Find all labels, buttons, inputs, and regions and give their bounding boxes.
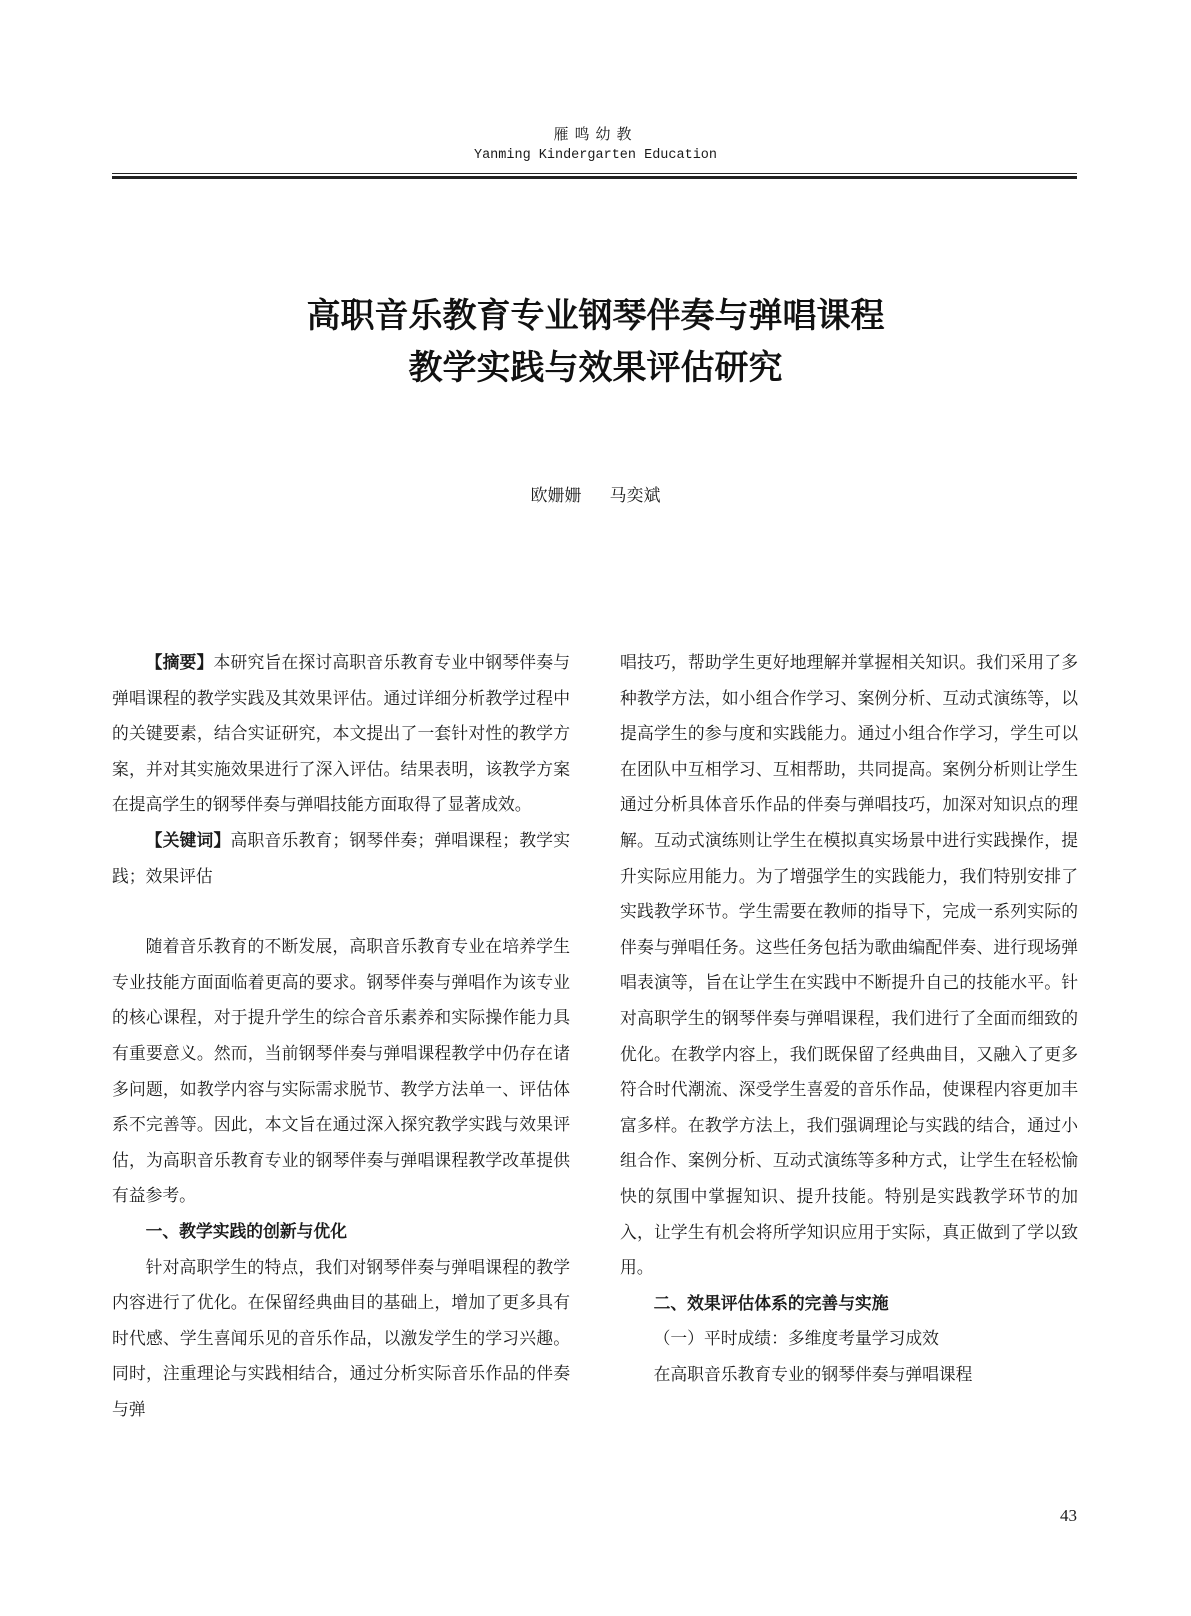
author-list [0, 484, 1191, 508]
keywords-label: 【关键词】 [145, 829, 231, 850]
author-name: 欧姗姗 [530, 486, 582, 506]
running-header [0, 124, 1191, 166]
spacer [112, 894, 570, 929]
header-rule-thin [112, 173, 1077, 174]
author-name: 马奕斌 [609, 486, 661, 506]
section-heading-2: 二、效果评估体系的完善与实施 [653, 1292, 889, 1313]
subsection-heading-1: （一）平时成绩：多维度考量学习成效 [653, 1328, 939, 1349]
right-column [620, 645, 1078, 1392]
keywords-paragraph [112, 823, 570, 894]
left-column [112, 645, 570, 1427]
header-rule-thick [112, 176, 1077, 179]
abstract-block [112, 645, 570, 894]
journal-name-en: Yanming Kindergarten Education [473, 148, 718, 163]
section1-paragraph-continued: 唱技巧，帮助学生更好地理解并掌握相关知识。我们采用了多种教学方法，如小组合作学习、案例分析、互动式演练等，以提高学生的参与度和实践能力。通过小组合作学习，学生可以在团队中互相学习、互相帮助，共同提高。案例分析则让学生通过分析具体音乐作品的伴奏与弹唱技巧，加深对知识点的理解。互动式演练则让学生在模拟真实场景中进行实践操作，提升实际应用能力。为了增强学生的实践能力，我们特别安排了实践教学环节。学生需要在教师的指导下，完成一系列实际的伴奏与弹唱任务。这些任务包括为歌曲编配伴奏、进行现场弹唱表演等，旨在让学生在实践中不断提升自己的技能水平。针对高职学生的钢琴伴奏与弹唱课程，我们进行了全面而细致的优化。在教学内容上，我们既保留了经典曲目，又融入了更多符合时代潮流、深受学生喜爱的音乐作品，使课程内容更加丰富多样。在教学方法上，我们强调理论与实践的结合，通过小组合作、案例分析、互动式演练等多种方式，让学生在轻松愉快的氛围中掌握知识、提升技能。特别是实践教学环节的加入，让学生有机会将所学知识应用于实际，真正做到了学以致用。 [620, 652, 1078, 1278]
section1-paragraph: 针对高职学生的特点，我们对钢琴伴奏与弹唱课程的教学内容进行了优化。在保留经典曲目的基础上，增加了更多具有时代感、学生喜闻乐见的音乐作品，以激发学生的学习兴趣。同时，注重理论与实践相结合，通过分析实际音乐作品的伴奏与弹 [112, 1256, 570, 1419]
section-heading-1: 一、教学实践的创新与优化 [145, 1220, 347, 1241]
article-title [0, 290, 1191, 394]
abstract-text: 本研究旨在探讨高职音乐教育专业中钢琴伴奏与弹唱课程的教学实践及其效果评估。通过详细分析教学过程中的关键要素，结合实证研究，本文提出了一套针对性的教学方案，并对其实施效果进行了深入评估。结果表明，该教学方案在提高学生的钢琴伴奏与弹唱技能方面取得了显著成效。 [112, 652, 570, 815]
intro-paragraph: 随着音乐教育的不断发展，高职音乐教育专业在培养学生专业技能方面面临着更高的要求。钢琴伴奏与弹唱作为该专业的核心课程，对于提升学生的综合音乐素养和实际操作能力具有重要意义。然而，当前钢琴伴奏与弹唱课程教学中仍存在诸多问题，如教学内容与实际需求脱节、教学方法单一、评估体系不完善等。因此，本文旨在通过深入探究教学实践与效果评估，为高职音乐教育专业的钢琴伴奏与弹唱课程教学改革提供有益参考。 [112, 936, 570, 1206]
subsection1-paragraph: 在高职音乐教育专业的钢琴伴奏与弹唱课程 [653, 1363, 973, 1384]
keywords-text: 高职音乐教育；钢琴伴奏；弹唱课程；教学实践；效果评估 [112, 829, 570, 886]
page-number: 43 [1060, 1506, 1077, 1525]
title-line-1: 高职音乐教育专业钢琴伴奏与弹唱课程 [306, 296, 885, 336]
abstract-label: 【摘要】 [145, 652, 214, 672]
journal-name-cn: 雁鸣幼教 [553, 125, 638, 143]
title-line-2: 教学实践与效果评估研究 [408, 348, 783, 388]
abstract-paragraph [112, 645, 570, 823]
